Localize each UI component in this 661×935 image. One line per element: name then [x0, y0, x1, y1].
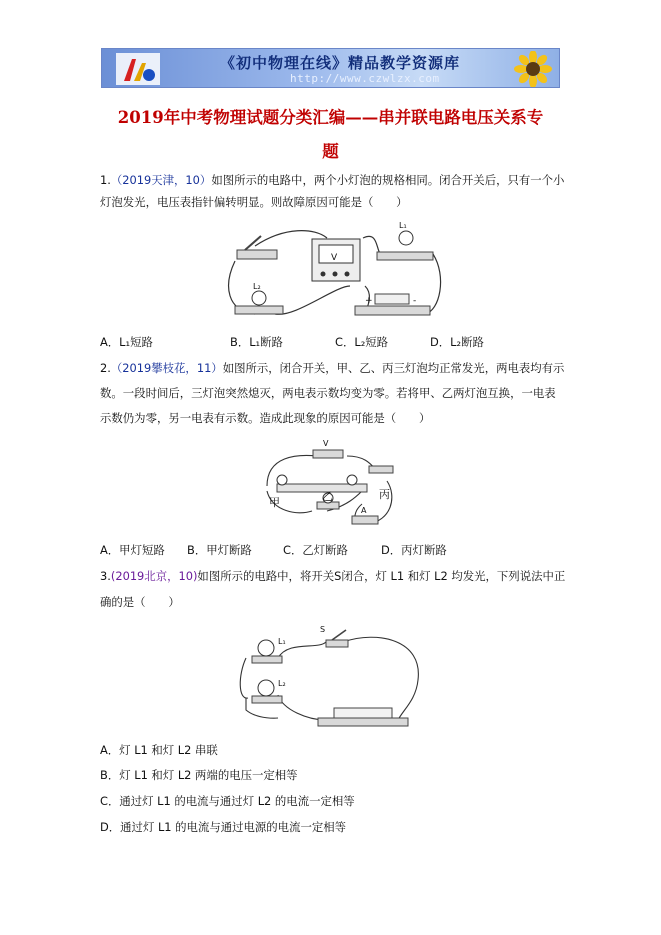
question-3-line-2: 确的是（ ） — [100, 595, 180, 609]
question-3-source: (2019北京，10) — [110, 569, 198, 583]
question-1-option-c: C．L₂短路 — [335, 335, 389, 349]
sunflower-icon — [503, 51, 555, 87]
question-2-line-3: 示数仍为零，另一电表有示数。造成此现象的原因可能是（ ） — [100, 411, 431, 425]
question-1-line-2: 灯泡发光，电压表指针偏转明显。则故障原因可能是（ ） — [100, 195, 408, 209]
lamp-jia-label: 甲 — [269, 496, 280, 509]
lamp-bing-label: 丙 — [379, 488, 390, 501]
site-logo-icon — [116, 53, 160, 85]
bulb-l2-label: L₂ — [253, 282, 261, 291]
question-1-number: 1. — [100, 173, 111, 187]
question-2-option-d: D．丙灯断路 — [381, 543, 447, 557]
banner-url: http://www.czwlzx.com — [290, 72, 440, 85]
question-2-option-b: B．甲灯断路 — [187, 543, 252, 557]
bulb-l1-label: L₁ — [278, 637, 286, 646]
question-3-number: 3. — [100, 569, 111, 583]
question-2-option-c: C．乙灯断路 — [283, 543, 348, 557]
question-1-line-1 — [100, 173, 564, 187]
question-1-source: （2019天津，10） — [110, 173, 212, 187]
question-2-number: 2. — [100, 361, 111, 375]
page-title-continued: 题 — [322, 142, 339, 161]
question-1-circuit-figure — [215, 216, 447, 326]
question-2-text: 如图所示，闭合开关，甲、乙、丙三灯泡均正常发光，两电表均有示 — [222, 361, 565, 375]
question-1-text: 如图所示的电路中，两个小灯泡的规格相同。闭合开关后，只有一个小 — [211, 173, 565, 187]
question-2-source: （2019攀枝花，11） — [110, 361, 223, 375]
voltmeter-label: V — [331, 253, 338, 263]
question-3-circuit-figure — [238, 620, 424, 728]
question-3-option-b: B．灯 L1 和灯 L2 两端的电压一定相等 — [100, 768, 298, 782]
ammeter-label: A — [361, 506, 367, 515]
question-1-option-b: B．L₁断路 — [230, 335, 283, 349]
banner-title: 《初中物理在线》精品教学资源库 — [220, 54, 461, 72]
switch-label: S — [320, 625, 326, 634]
question-1-option-d: D．L₂断路 — [430, 335, 484, 349]
question-1-option-a: A．L₁短路 — [100, 335, 153, 349]
question-2-option-a: A．甲灯短路 — [100, 543, 165, 557]
question-3-text: 如图所示的电路中，将开关S闭合，灯 L1 和灯 L2 均发光，下列说法中正 — [197, 569, 566, 583]
question-3-option-c: C．通过灯 L1 的电流与通过灯 L2 的电流一定相等 — [100, 794, 355, 808]
question-3-option-a: A．灯 L1 和灯 L2 串联 — [100, 743, 218, 757]
lamp-yi-label: 乙 — [322, 490, 333, 503]
question-3-option-d: D．通过灯 L1 的电流与通过电源的电流一定相等 — [100, 820, 347, 834]
page-title: 2019年中考物理试题分类汇编——串并联电路电压关系专 — [117, 108, 544, 127]
question-2-circuit-figure — [257, 436, 405, 532]
header-banner — [101, 48, 560, 88]
bulb-l1-label: L₁ — [399, 221, 407, 230]
battery-minus-label: - — [413, 296, 417, 306]
battery-plus-label: + — [365, 296, 373, 306]
voltmeter-label: V — [323, 439, 329, 448]
question-2-line-2: 数。一段时间后，三灯泡突然熄灭，两电表示数均变为零。若将甲、乙两灯泡互换，一电表 — [100, 386, 556, 400]
question-3-line-1 — [100, 569, 565, 583]
bulb-l2-label: L₂ — [278, 679, 286, 688]
question-2-line-1 — [100, 361, 564, 375]
